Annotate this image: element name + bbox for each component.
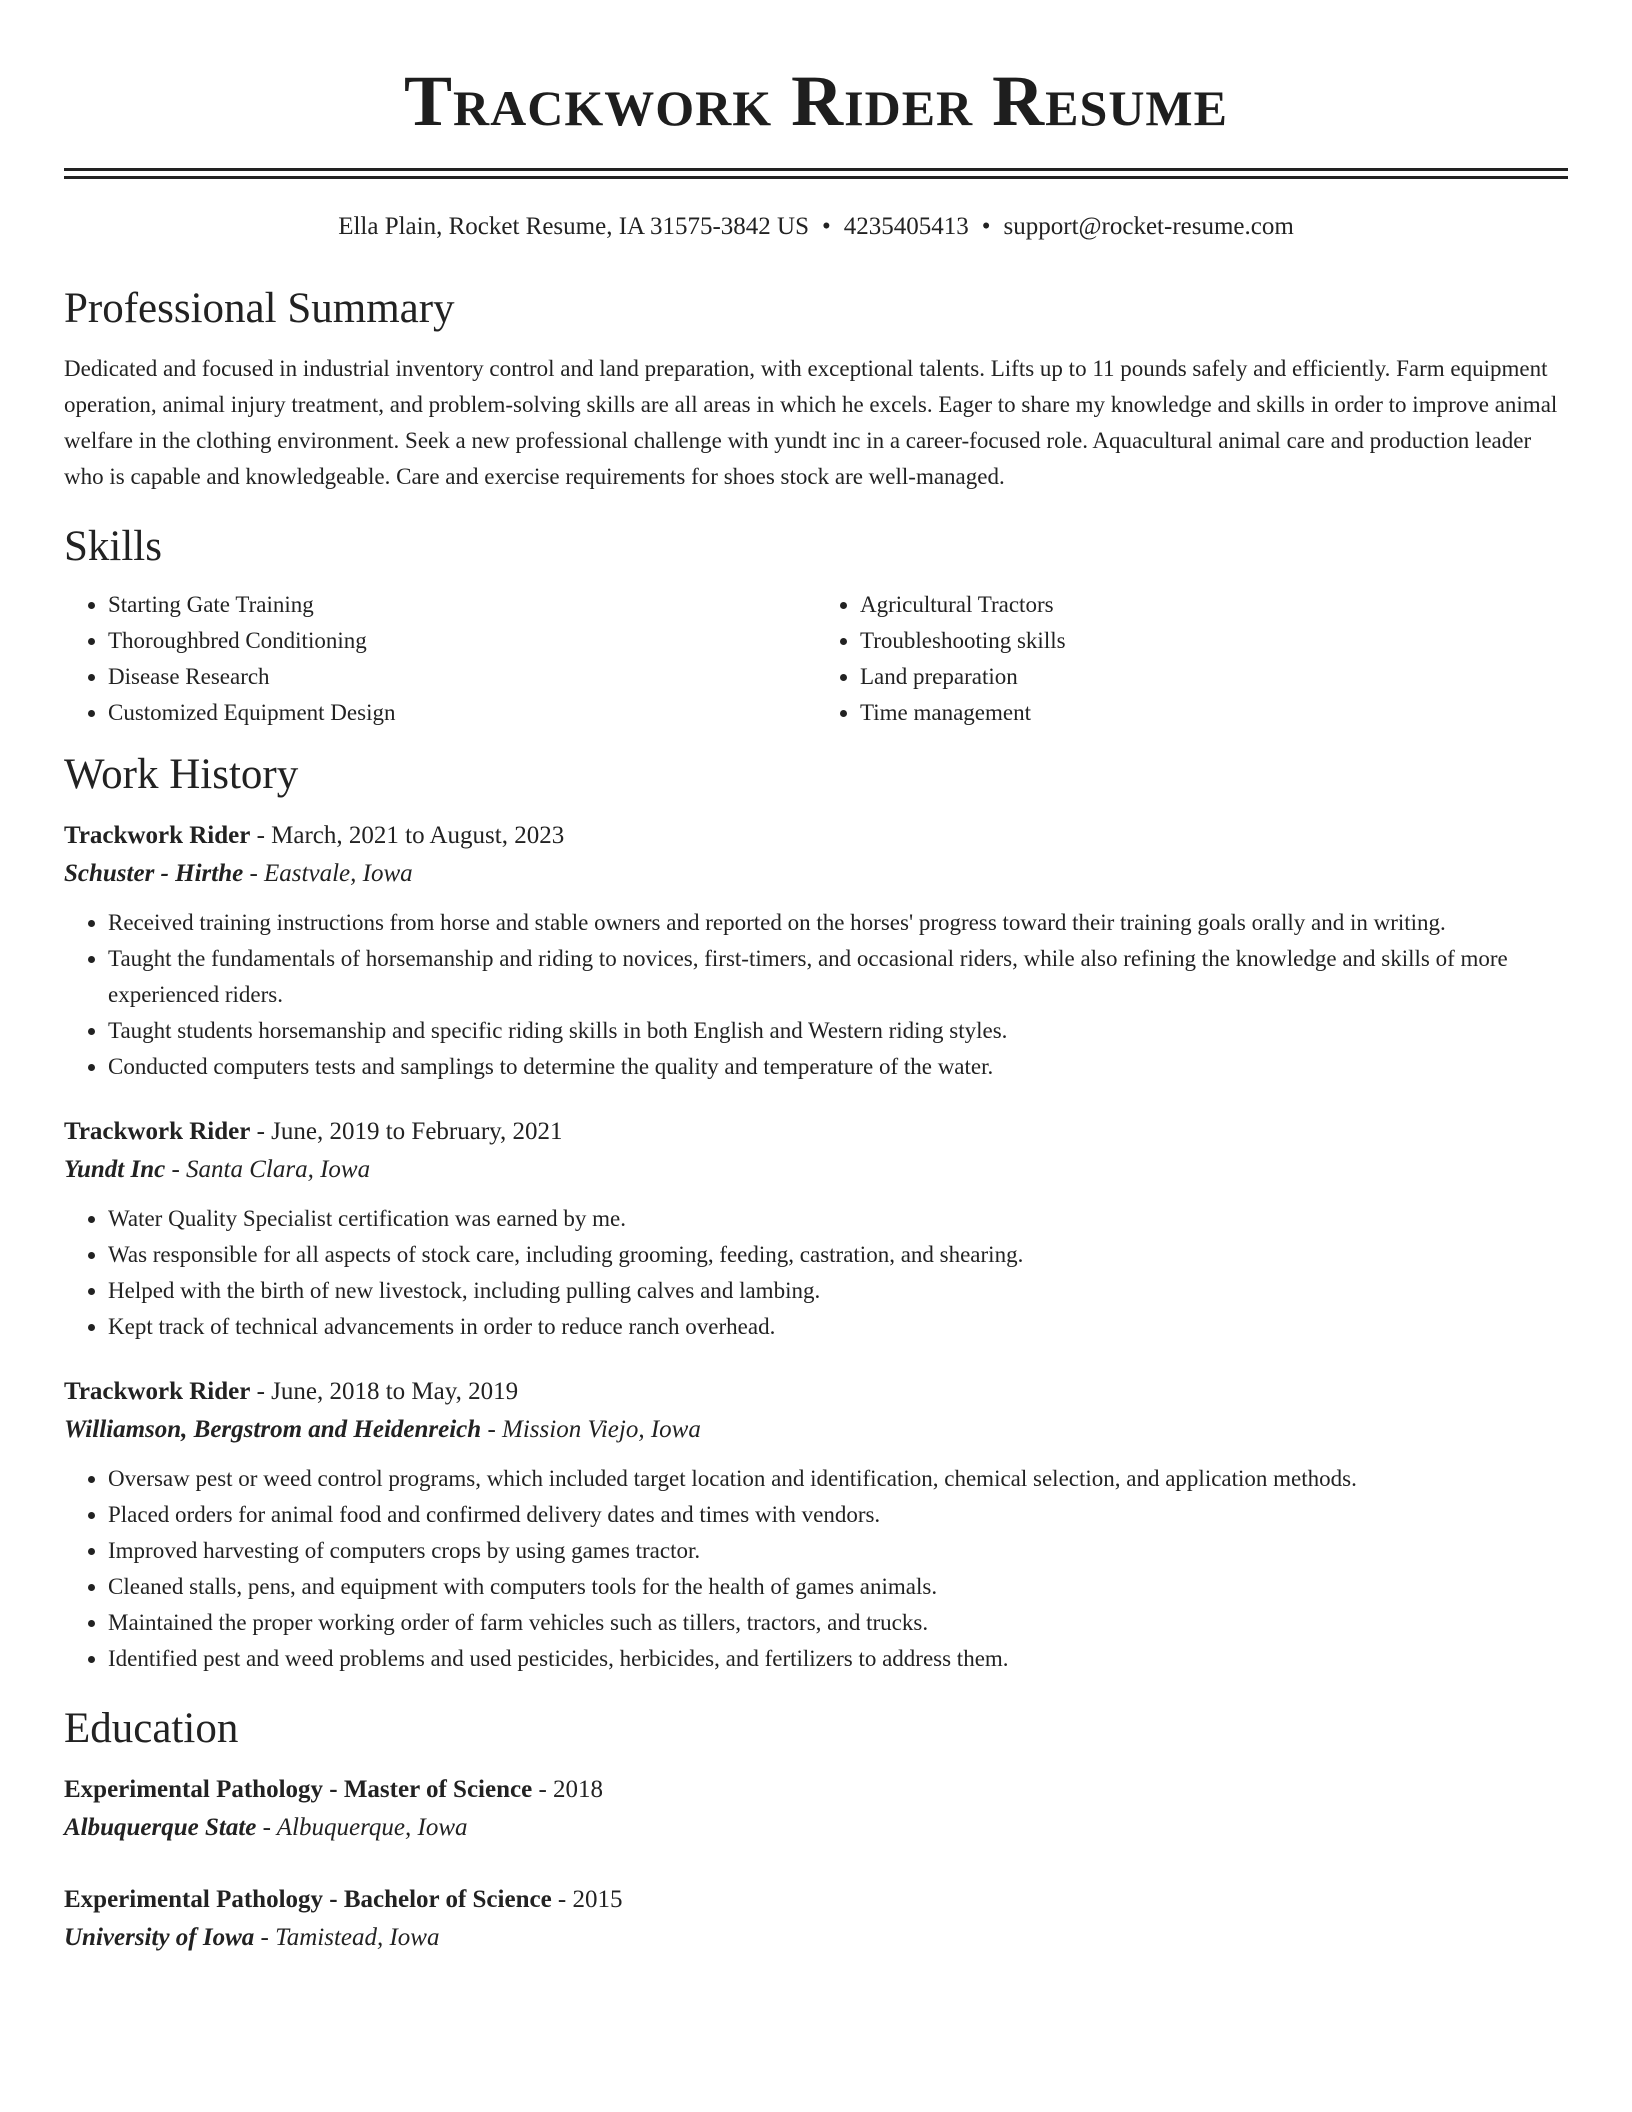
job-bullet: • Placed orders for animal food and confirmed delivery dates and times with vendors. [108,1497,1568,1533]
work-history-heading: Work History [64,751,299,798]
job-dates: - June, 2019 to February, 2021 [250,1118,563,1145]
education-year: - 2015 [551,1886,623,1913]
skill-item: • Starting Gate Training [108,587,816,623]
contact-separator: • [981,213,991,240]
contact-line [64,211,1568,243]
job-bullet: • Received training instructions from horse and stable owners and reported on the horses' progress toward their training goals orally and in writing. [108,905,1568,941]
skill-item: • Thoroughbred Conditioning [108,623,816,659]
job-bullet: • Conducted computers tests and samplings to determine the quality and temperature of the water. [108,1049,1568,1085]
skills-list-right [816,587,1568,731]
job-location: - Eastvale, Iowa [243,860,413,887]
education-degree: Experimental Pathology - Bachelor of Science [64,1886,552,1913]
job-bullets [64,905,1568,1085]
job-dates: - June, 2018 to May, 2019 [250,1378,519,1405]
skills-columns [64,587,1568,731]
contact-address: Ella Plain, Rocket Resume, IA 31575-3842 US [338,213,809,240]
contact-email: support@rocket-resume.com [1003,213,1294,240]
skills-list-left [64,587,816,731]
job-bullets [64,1201,1568,1345]
skill-item: • Time management [860,695,1568,731]
job-title-line [64,817,1568,855]
job-bullet: • Cleaned stalls, pens, and equipment with computers tools for the health of games animals. [108,1569,1568,1605]
job-entry [64,1373,1568,1677]
contact-separator: • [821,213,831,240]
job-bullet: • Kept track of technical advancements in order to reduce ranch overhead. [108,1309,1568,1345]
job-bullet: • Water Quality Specialist certification was earned by me. [108,1201,1568,1237]
job-bullet: • Improved harvesting of computers crops by using games tractor. [108,1533,1568,1569]
job-bullet: • Identified pest and weed problems and used pesticides, herbicides, and fertilizers to address them. [108,1641,1568,1677]
education-degree-line [64,1881,1568,1919]
title-double-rule [64,168,1568,179]
job-company: Williamson, Bergstrom and Heidenreich [64,1416,482,1443]
contact-phone: 4235405413 [843,213,969,240]
job-entry [64,1113,1568,1345]
job-title-line [64,1373,1568,1411]
education-school: University of Iowa [64,1924,255,1951]
skill-item: • Troubleshooting skills [860,623,1568,659]
education-heading: Education [64,1705,239,1752]
resume-title: Trackwork Rider Resume [404,61,1228,141]
education-location: - Albuquerque, Iowa [256,1814,468,1841]
education-degree: Experimental Pathology - Master of Science [64,1776,533,1803]
job-bullet: • Maintained the proper working order of farm vehicles such as tillers, tractors, and trucks. [108,1605,1568,1641]
job-bullets [64,1461,1568,1677]
job-bullet: • Was responsible for all aspects of stock care, including grooming, feeding, castration, and shearing. [108,1237,1568,1273]
job-dates: - March, 2021 to August, 2023 [250,822,565,849]
education-location: - Tamistead, Iowa [254,1924,440,1951]
education-school-line [64,1919,1568,1957]
skill-item: • Land preparation [860,659,1568,695]
job-company-line [64,1151,1568,1189]
summary-text: Dedicated and focused in industrial inventory control and land preparation, with exceptional talents. Lifts up to 11 pounds safely and efficiently. Farm equipment operation, animal injury treatment, and problem-solving skills are all areas in which he excels. Eager to share my knowledge and skills in order to improve animal welfare in the clothing environment. Seek a new professional challenge with yundt inc in a career-focused role. Aquacultural animal care and production leader who is capable and knowledgeable. Care and exercise requirements for shoes stock are well-managed. [64,356,1558,489]
education-school: Albuquerque State [64,1814,257,1841]
job-bullet: • Helped with the birth of new livestock, including pulling calves and lambing. [108,1273,1568,1309]
education-school-line [64,1809,1568,1847]
job-company-line [64,855,1568,893]
summary-heading: Professional Summary [64,285,455,332]
job-bullet: • Oversaw pest or weed control programs, which included target location and identification, chemical selection, and application methods. [108,1461,1568,1497]
skill-item: • Customized Equipment Design [108,695,816,731]
job-entry [64,817,1568,1085]
education-entry [64,1881,1568,1957]
job-location: - Mission Viejo, Iowa [481,1416,701,1443]
education-degree-line [64,1771,1568,1809]
job-company: Schuster - Hirthe [64,860,244,887]
job-location: - Santa Clara, Iowa [165,1156,371,1183]
job-title: Trackwork Rider [64,1118,251,1145]
education-year: - 2018 [532,1776,604,1803]
job-bullet: • Taught the fundamentals of horsemanship and riding to novices, first-timers, and occasional riders, while also refining the knowledge and skills of more experienced riders. [108,941,1568,1013]
job-company-line [64,1411,1568,1449]
skills-heading: Skills [64,523,162,570]
job-bullet: • Taught students horsemanship and specific riding skills in both English and Western riding styles. [108,1013,1568,1049]
job-title-line [64,1113,1568,1151]
skill-item: • Agricultural Tractors [860,587,1568,623]
job-title: Trackwork Rider [64,1378,251,1405]
job-company: Yundt Inc [64,1156,166,1183]
education-entry [64,1771,1568,1847]
job-title: Trackwork Rider [64,822,251,849]
skill-item: • Disease Research [108,659,816,695]
